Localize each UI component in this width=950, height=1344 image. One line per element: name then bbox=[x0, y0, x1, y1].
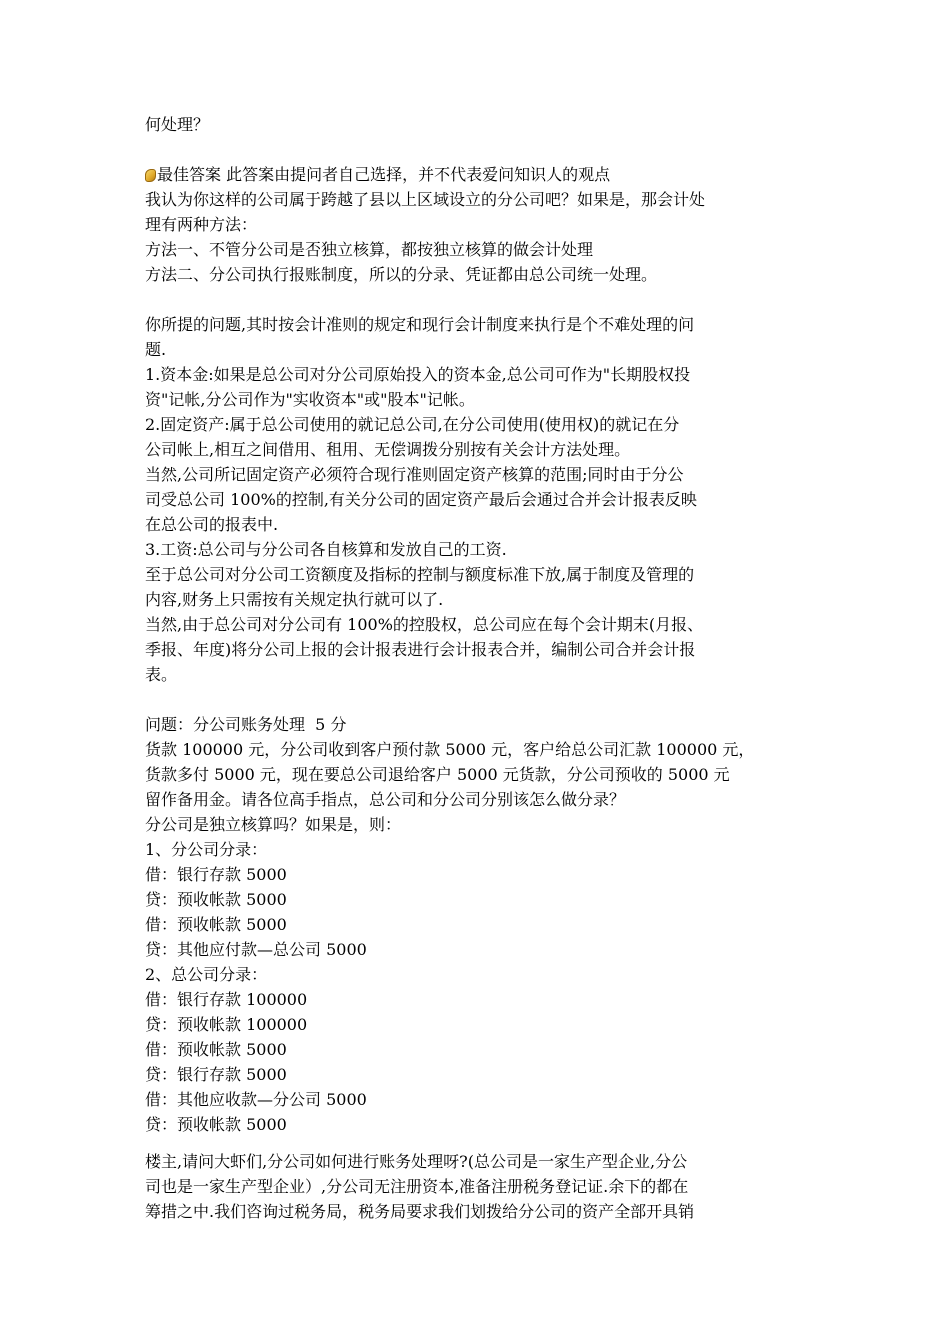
document-page bbox=[145, 112, 810, 1224]
best-answer-line bbox=[145, 162, 810, 187]
text-line: 留作备用金。请各位高手指点，总公司和分公司分别该怎么做分录？ bbox=[145, 790, 626, 809]
text-line: 资"记帐,分公司作为"实收资本"或"股本"记帐。 bbox=[145, 390, 475, 409]
text-line: 1.资本金:如果是总公司对分公司原始投入的资本金,总公司可作为"长期股权投 bbox=[145, 365, 691, 384]
text-line: 借：预收帐款 5000 bbox=[145, 915, 287, 934]
text-line: 贷：其他应付款—总公司 5000 bbox=[145, 940, 367, 959]
text-line: 你所提的问题,其时按会计准则的规定和现行会计制度来执行是个不难处理的问 bbox=[145, 315, 695, 334]
text-line: 货款 100000 元，分公司收到客户预付款 5000 元，客户给总公司汇款 100000 元， bbox=[145, 740, 755, 759]
best-answer-text: 最佳答案 此答案由提问者自己选择，并不代表爱问知识人的观点 bbox=[157, 165, 611, 184]
text-line: 2.固定资产:属于总公司使用的就记总公司,在分公司使用(使用权)的就记在分 bbox=[145, 415, 680, 434]
text-line: 借：银行存款 100000 bbox=[145, 990, 308, 1009]
text-line: 贷：预收帐款 5000 bbox=[145, 890, 287, 909]
text-line: 楼主,请问大虾们,分公司如何进行账务处理呀?(总公司是一家生产型企业,分公 bbox=[145, 1152, 688, 1171]
text-line: 季报、年度)将分公司上报的会计报表进行会计报表合并，编制公司合并会计报 bbox=[145, 640, 696, 659]
block-2 bbox=[145, 312, 810, 687]
block-1 bbox=[145, 187, 810, 287]
text-line: 理有两种方法： bbox=[145, 215, 258, 234]
text-line: 筹措之中.我们咨询过税务局，税务局要求我们划拨给分公司的资产全部开具销 bbox=[145, 1202, 695, 1221]
block-4 bbox=[145, 1149, 810, 1224]
text-line: 问题：分公司账务处理 5 分 bbox=[145, 715, 347, 734]
text-line: 借：其他应收款—分公司 5000 bbox=[145, 1090, 367, 1109]
text-line: 我认为你这样的公司属于跨越了县以上区域设立的分公司吧？如果是，那会计处 bbox=[145, 190, 706, 209]
text-line: 3.工资:总公司与分公司各自核算和发放自己的工资. bbox=[145, 540, 507, 559]
text-line: 题. bbox=[145, 340, 167, 359]
text-line: 2、总公司分录： bbox=[145, 965, 268, 984]
top-line: 何处理？ bbox=[145, 115, 210, 134]
text-line: 在总公司的报表中. bbox=[145, 515, 279, 534]
text-line: 货款多付 5000 元，现在要总公司退给客户 5000 元货款，分公司预收的 5000 元 bbox=[145, 765, 730, 784]
text-line: 当然,公司所记固定资产必须符合现行准则固定资产核算的范围;同时由于分公 bbox=[145, 465, 684, 484]
text-line: 方法二、分公司执行报账制度，所以的分录、凭证都由总公司统一处理。 bbox=[145, 265, 658, 284]
text-line: 分公司是独立核算吗？如果是，则： bbox=[145, 815, 402, 834]
text-line: 当然,由于总公司对分公司有 100%的控股权，总公司应在每个会计期末(月报、 bbox=[145, 615, 704, 634]
text-line: 表。 bbox=[145, 665, 178, 684]
block-3 bbox=[145, 712, 810, 1137]
text-line: 1、分公司分录： bbox=[145, 840, 268, 859]
text-line: 借：银行存款 5000 bbox=[145, 865, 287, 884]
text-line: 内容,财务上只需按有关规定执行就可以了. bbox=[145, 590, 444, 609]
gold-medal-icon bbox=[145, 169, 156, 182]
text-line: 司受总公司 100%的控制,有关分公司的固定资产最后会通过合并会计报表反映 bbox=[145, 490, 697, 509]
text-line: 贷：银行存款 5000 bbox=[145, 1065, 287, 1084]
text-line: 至于总公司对分公司工资额度及指标的控制与额度标准下放,属于制度及管理的 bbox=[145, 565, 695, 584]
text-line: 贷：预收帐款 5000 bbox=[145, 1115, 287, 1134]
text-line: 司也是一家生产型企业）,分公司无注册资本,准备注册税务登记证.余下的都在 bbox=[145, 1177, 689, 1196]
text-line: 借：预收帐款 5000 bbox=[145, 1040, 287, 1059]
text-line: 公司帐上,相互之间借用、租用、无偿调拨分别按有关会计方法处理。 bbox=[145, 440, 631, 459]
text-line: 方法一、不管分公司是否独立核算，都按独立核算的做会计处理 bbox=[145, 240, 594, 259]
text-line: 贷：预收帐款 100000 bbox=[145, 1015, 308, 1034]
